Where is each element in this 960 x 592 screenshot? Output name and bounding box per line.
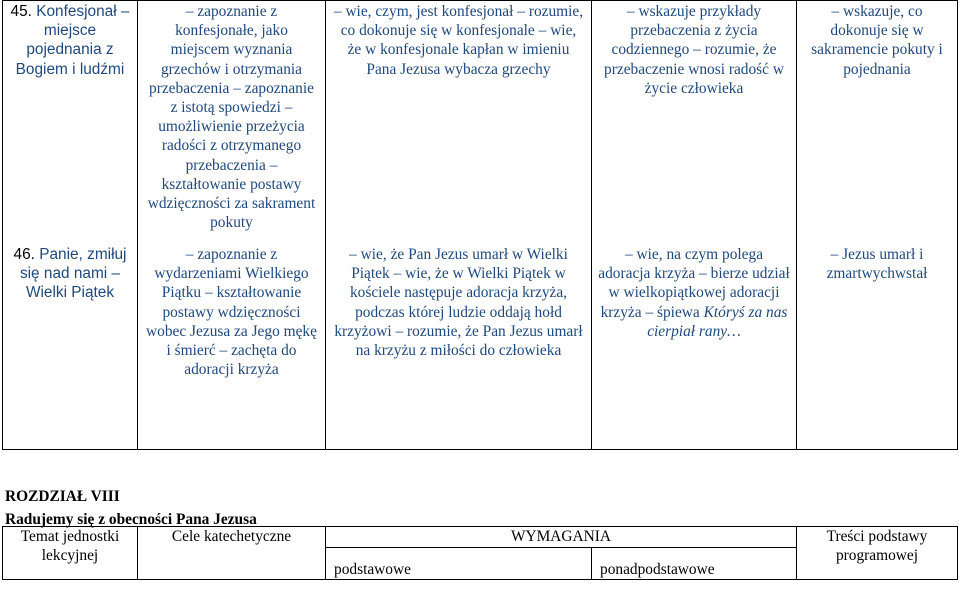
- header-requirements: WYMAGANIA: [326, 527, 797, 548]
- lesson-46-basic: [332, 245, 585, 360]
- requirement-item: – rozumie, że Pan Jezus umarł na krzyżu z miłości do człowieka: [355, 322, 583, 360]
- lesson-45-goals: [144, 2, 319, 245]
- extended-requirements-cell: [592, 1, 797, 450]
- lesson-title: Konfesjonał – miejsce pojednania z Bogiem i ludźmi: [15, 3, 130, 78]
- requirement-item: – śpiewa Któryś za nas cierpiał rany…: [645, 303, 788, 340]
- table-row: [3, 1, 958, 450]
- lesson-46-goals: [144, 245, 319, 379]
- lesson-46-content: [803, 245, 951, 283]
- lesson-45-content: [803, 2, 951, 245]
- content-item: – Jezus umarł i zmartwychwstał: [826, 246, 928, 283]
- requirement-item: – wskazuje przykłady przebaczenia z życia codziennego: [611, 3, 762, 59]
- requirement-item: – rozumie, że przebaczenie wnosi radość w życie człowieka: [604, 41, 784, 97]
- lesson-number: 45.: [10, 3, 32, 20]
- header-extended: ponadpodstawowe: [592, 548, 797, 580]
- requirement-item: – wie, na czym polega adoracja krzyża: [598, 246, 764, 283]
- goal-item: – zapoznanie z istotą spowiedzi: [170, 79, 314, 117]
- lesson-title: Panie, zmiłuj się nad nami – Wielki Piątek: [19, 246, 127, 302]
- requirement-item: – wie, czym, jest konfesjonał: [333, 3, 514, 20]
- requirement-item: – wie, że w Wielki Piątek w kościele następuje adoracja krzyża, podczas której ludzie oddają hołd krzyżowi: [334, 265, 568, 340]
- lesson-45-topic: [9, 2, 131, 245]
- lesson-topic-cell: [3, 1, 138, 450]
- basic-requirements-cell: [326, 1, 592, 450]
- goals-cell: [138, 1, 326, 450]
- lesson-45-basic: [332, 2, 585, 245]
- chapter-subtitle: Radujemy się z obecności Pana Jezusa: [5, 511, 257, 528]
- header-row: [3, 527, 958, 548]
- header-lesson-topic: Temat jednostki lekcyjnej: [3, 527, 138, 580]
- requirement-item: – wie, że w konfesjonale kapłan w imieniu Pana Jezusa wybacza grzechy: [347, 22, 577, 78]
- lesson-46-extended: [598, 245, 790, 341]
- lesson-45-extended: [598, 2, 790, 245]
- header-curriculum-content: Treści podstawy programowej: [797, 527, 958, 580]
- chapter-heading: ROZDZIAŁ VIII: [5, 488, 120, 505]
- goal-item: – kształtowanie postawy wdzięczności za sakrament pokuty: [147, 156, 316, 232]
- requirements-header-table: [2, 526, 958, 580]
- requirement-item: – wie, że Pan Jezus umarł w Wielki Piątek: [349, 246, 568, 283]
- song-title: Któryś za nas cierpiał rany…: [647, 303, 788, 340]
- goal-item: – kształtowanie postawy wdzięczności wobec Jezusa za Jego mękę i śmierć: [146, 284, 317, 360]
- requirement-item: – rozumie, co dokonuje się w konfesjonale: [340, 3, 584, 40]
- lesson-number: 46.: [13, 246, 35, 263]
- goal-item: – zapoznanie z konfesjonałe, jako miejscem wyznania grzechów i otrzymania przebaczenia: [149, 3, 303, 97]
- content-item: – wskazuje, co dokonuje się w sakramencie pokuty i pojednania: [811, 3, 943, 78]
- requirement-item: – bierze udział w wielkopiątkowej adoracji krzyża: [600, 265, 790, 321]
- goal-item: – umożliwienie przeżycia radości z otrzymanego przebaczenia: [158, 99, 305, 174]
- header-basic: podstawowe: [326, 548, 592, 580]
- lesson-46-topic: [9, 245, 131, 303]
- header-goals: Cele katechetyczne: [138, 527, 326, 580]
- curriculum-content-cell: [797, 1, 958, 450]
- curriculum-table: [2, 0, 958, 450]
- goal-item: – zachęta do adoracji krzyża: [184, 342, 297, 379]
- goal-item: – zapoznanie z wydarzeniami Wielkiego Piątku: [154, 246, 309, 302]
